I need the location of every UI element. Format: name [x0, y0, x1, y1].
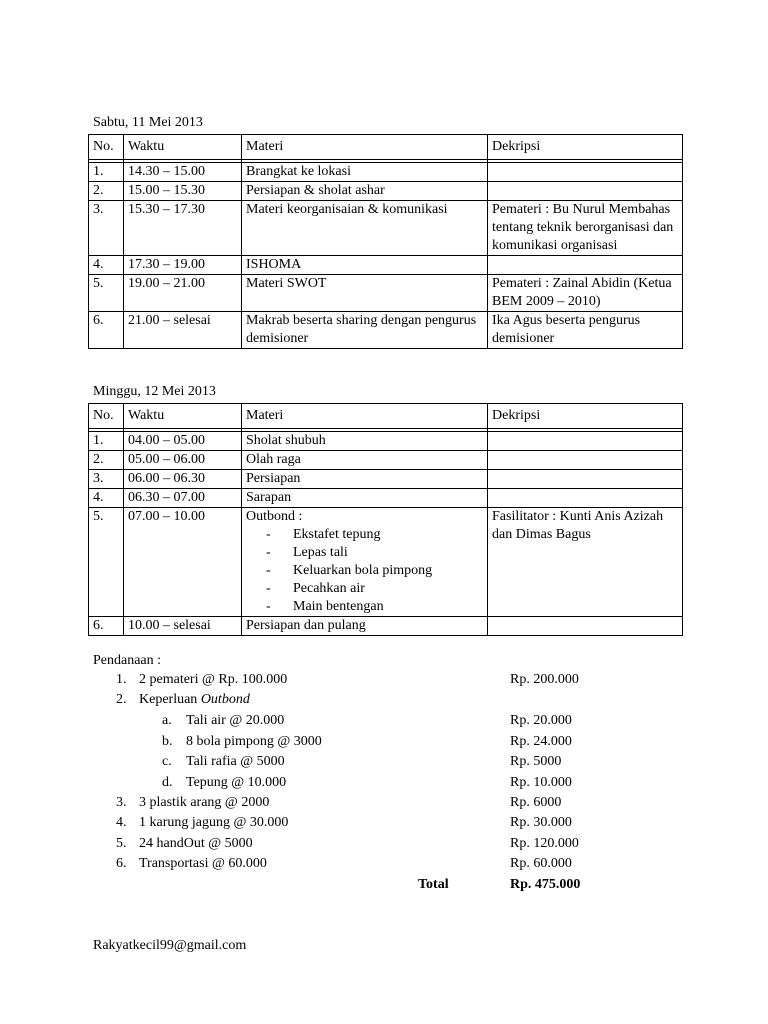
list-item: b. 8 bola pimpong @ 3000: [162, 734, 322, 749]
total-label: Total: [418, 877, 449, 892]
row-desc: [488, 432, 683, 451]
row-no: 3.: [89, 201, 124, 256]
list-item: c. Tali rafia @ 5000: [162, 754, 285, 769]
row-time: 15.30 – 17.30: [124, 201, 242, 256]
row-no: 2.: [89, 451, 124, 470]
table-row: [89, 451, 683, 470]
day1-schedule-table: [88, 134, 683, 349]
row-time: 15.00 – 15.30: [124, 182, 242, 201]
list-item: d. Tepung @ 10.000: [162, 775, 287, 790]
row-desc: Pemateri : Zainal Abidin (Ketua BEM 2009 – 2010): [488, 275, 683, 312]
amount: Rp. 10.000: [510, 775, 572, 790]
amount: Rp. 30.000: [510, 815, 572, 830]
list-item: 5. 24 handOut @ 5000: [116, 836, 253, 851]
row-material: Materi SWOT: [242, 275, 488, 312]
list-item: 6. Transportasi @ 60.000: [116, 856, 267, 871]
row-no: 1.: [89, 432, 124, 451]
outbond-activity-list: [246, 526, 483, 616]
list-item: - Lepas tali: [266, 545, 348, 560]
day2-date: Minggu, 12 Mei 2013: [93, 384, 216, 399]
header-no: No.: [89, 135, 124, 160]
row-time: 14.30 – 15.00: [124, 163, 242, 182]
list-item: - Keluarkan bola pimpong: [266, 563, 433, 578]
row-no: 4.: [89, 489, 124, 508]
row-no: 6.: [89, 312, 124, 349]
table-row: [89, 312, 683, 349]
row-no: 2.: [89, 182, 124, 201]
header-dekripsi: Dekripsi: [488, 135, 683, 160]
row-time: 21.00 – selesai: [124, 312, 242, 349]
row-material: Persiapan dan pulang: [242, 617, 488, 636]
row-material: Sarapan: [242, 489, 488, 508]
amount: Rp. 60.000: [510, 856, 572, 871]
day2-schedule-table: [88, 403, 683, 636]
row-material: ISHOMA: [242, 256, 488, 275]
amount: Rp. 5000: [510, 754, 562, 769]
table-header-row: [89, 404, 683, 429]
row-time: 05.00 – 06.00: [124, 451, 242, 470]
row-no: 5.: [89, 275, 124, 312]
footer-email: Rakyatkecil99@gmail.com: [93, 938, 247, 953]
row-time: 06.30 – 07.00: [124, 489, 242, 508]
row-desc: [488, 489, 683, 508]
header-materi: Materi: [242, 404, 488, 429]
total-amount: Rp. 475.000: [510, 877, 581, 892]
row-no: 1.: [89, 163, 124, 182]
day1-date: Sabtu, 11 Mei 2013: [93, 115, 203, 130]
amount: Rp. 120.000: [510, 836, 579, 851]
header-waktu: Waktu: [124, 404, 242, 429]
amount: Rp. 24.000: [510, 734, 572, 749]
table-row: [89, 489, 683, 508]
list-item: 1. 2 pemateri @ Rp. 100.000: [116, 672, 288, 687]
row-desc: [488, 256, 683, 275]
row-material: Sholat shubuh: [242, 432, 488, 451]
table-row: [89, 182, 683, 201]
list-item: - Ekstafet tepung: [266, 527, 381, 542]
table-row: [89, 163, 683, 182]
row-time: 07.00 – 10.00: [124, 508, 242, 617]
list-item: - Pecahkan air: [266, 581, 365, 596]
row-time: 04.00 – 05.00: [124, 432, 242, 451]
table-row: [89, 617, 683, 636]
row-material: Materi keorganisaian & komunikasi: [242, 201, 488, 256]
row-time: 19.00 – 21.00: [124, 275, 242, 312]
table-header-row: [89, 135, 683, 160]
list-item: 4. 1 karung jagung @ 30.000: [116, 815, 289, 830]
row-desc: Ika Agus beserta pengurus demisioner: [488, 312, 683, 349]
row-material: Persiapan & sholat ashar: [242, 182, 488, 201]
list-item: 2. Keperluan Outbond: [116, 692, 250, 707]
row-desc: [488, 470, 683, 489]
amount: Rp. 6000: [510, 795, 562, 810]
table-row: [89, 470, 683, 489]
row-material: Brangkat ke lokasi: [242, 163, 488, 182]
amount: Rp. 200.000: [510, 672, 579, 687]
header-waktu: Waktu: [124, 135, 242, 160]
amount: Rp. 20.000: [510, 713, 572, 728]
header-dekripsi: Dekripsi: [488, 404, 683, 429]
outbond-label: Outbond :: [246, 509, 303, 524]
table-row: [89, 508, 683, 617]
row-no: 3.: [89, 470, 124, 489]
header-no: No.: [89, 404, 124, 429]
row-material: Persiapan: [242, 470, 488, 489]
funding-heading: Pendanaan :: [93, 653, 162, 668]
row-desc: [488, 182, 683, 201]
header-materi: Materi: [242, 135, 488, 160]
table-row: [89, 432, 683, 451]
row-time: 10.00 – selesai: [124, 617, 242, 636]
table-row: [89, 256, 683, 275]
row-desc: [488, 163, 683, 182]
list-item: a. Tali air @ 20.000: [162, 713, 285, 728]
row-material: Makrab beserta sharing dengan pengurus demisioner: [242, 312, 488, 349]
row-material: Olah raga: [242, 451, 488, 470]
row-desc: Pemateri : Bu Nurul Membahas tentang teknik berorganisasi dan komunikasi organisasi: [488, 201, 683, 256]
row-no: 5.: [89, 508, 124, 617]
row-time: 17.30 – 19.00: [124, 256, 242, 275]
list-item: - Main bentengan: [266, 599, 384, 614]
table-row: [89, 275, 683, 312]
row-no: 4.: [89, 256, 124, 275]
row-no: 6.: [89, 617, 124, 636]
row-desc: [488, 617, 683, 636]
table-row: [89, 201, 683, 256]
row-time: 06.00 – 06.30: [124, 470, 242, 489]
row-material-outbond: [242, 508, 488, 617]
row-desc: [488, 451, 683, 470]
list-item: 3. 3 plastik arang @ 2000: [116, 795, 270, 810]
row-desc: Fasilitator : Kunti Anis Azizah dan Dimas Bagus: [488, 508, 683, 617]
